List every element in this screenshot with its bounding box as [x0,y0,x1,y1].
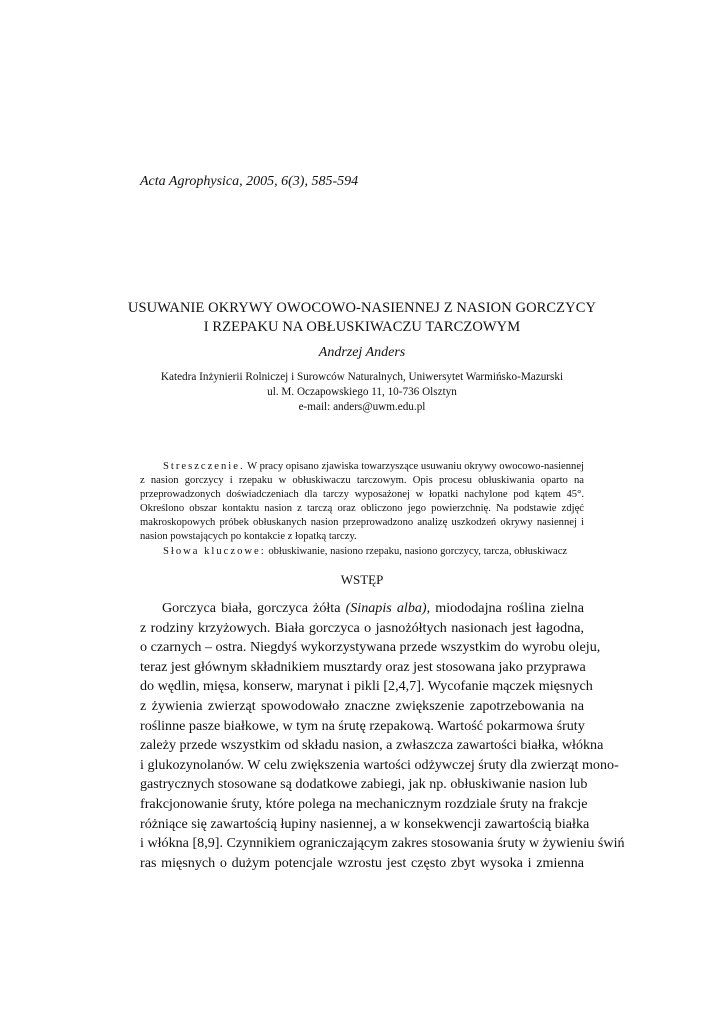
body-line-text: ras mięsnych o dużym potencjale wzrostu jest często zbyt wysoka i zmienna [140,854,584,871]
keywords-paragraph [140,545,584,559]
body-line-text: zależy przede wszystkim od składu nasion, a zwłaszcza zawartości białka, włókna [140,737,604,754]
body-line [140,834,625,854]
body-line [140,658,584,678]
body-line [140,677,593,697]
body-line-text: frakcjonowanie śruty, które polega na mechanicznym rozdziale śruty na frakcje [140,795,588,812]
body-line-text: o czarnych – ostra. Niegdyś wykorzystywana przede wszystkim do wyrobu oleju, [140,639,601,656]
body-line-text: i glukozynolanów. W celu zwiększenia wartości odżywczej śruty dla zwierząt mono- [140,756,619,773]
abstract-paragraph [140,460,584,545]
body-line-text: teraz jest głównym składnikiem musztardy oraz jest stosowana jako przyprawa [140,658,586,675]
body-line-text: i włókna [8,9]. Czynnikiem ograniczającym zakres stosowania śruty w żywieniu świń [140,835,625,852]
affiliation [100,370,624,415]
abstract-text: W pracy opisano zjawiska towarzyszące usuwaniu okrywy owocowo-nasiennej z nasion gorczycy i rzepaku w obłuskiwaczu tarczowym. Opis procesu obłuskiwania oparto na przeprowadzonych doświadczeniach dla tarczy wyposażonej w łopatki nachylone pod kątem 45°. Określono obszar kontaktu nasion z tarczą oraz obliczono jego powierzchnię. Na podstawie zdjęć makroskopowych próbek obłuskanych nasion przeprowadzono analizę uszkodzeń okrywy nasiennej i nasion powstających po kontakcie z łopatką tarczy. [140,461,584,543]
species-name: (Sinapis alba), [345,600,431,616]
body-line [140,815,590,835]
title-line-2: I RZEPAKU NA OBŁUSKIWACZU TARCZOWYM [203,319,521,335]
body-line-text: roślinne pasze białkowe, w tym na śrutę rzepakową. Wartość pokarmowa śruty [140,717,585,734]
body-line-text: z żywienia zwierząt spowodowało znaczne zwiększenie zapotrzebowania na [140,697,584,714]
author-name: Andrzej Anders [318,345,406,360]
body-line-text: miododajna roślina zielna [430,600,584,616]
body-line [140,697,584,717]
body-line-text: różniące się zawartością łupiny nasiennej, a w konsekwencji zawartością białka [140,815,590,832]
body-line [140,736,604,756]
affiliation-address: ul. M. Oczapowskiego 11, 10-736 Olsztyn [267,386,457,398]
section-heading: WSTĘP [340,572,384,587]
keywords-text: obłuskiwanie, nasiono rzepaku, nasiono gorczycy, tarcza, obłuskiwacz [265,545,568,557]
body-line [140,795,588,815]
body-line [140,775,588,795]
affiliation-email: e-mail: anders@uwm.edu.pl [298,401,426,413]
abstract [140,460,584,559]
body-line [140,854,584,874]
body-line [140,756,619,776]
paper-title [100,299,624,337]
body-line [140,717,584,737]
body-line-text: Gorczyca biała, gorczyca żółta [162,600,346,616]
body-line [140,619,584,639]
abstract-label: Streszczenie. [163,461,245,472]
body-text [140,599,625,873]
body-line [140,599,584,619]
keywords-label: Słowa kluczowe: [163,545,266,557]
body-line-text: z rodziny krzyżowych. Biała gorczyca o jasnożółtych nasionach jest łagodna, [140,619,584,636]
body-line [140,638,601,658]
title-line-1: USUWANIE OKRYWY OWOCOWO-NASIENNEJ Z NASION GORCZYCY [127,300,597,316]
journal-citation: Acta Agrophysica, 2005, 6(3), 585-594 [140,174,359,189]
affiliation-institution: Katedra Inżynierii Rolniczej i Surowców Naturalnych, Uniwersytet Warmińsko-Mazurski [160,371,564,383]
body-line-text: gastrycznych stosowane są dodatkowe zabiegi, jak np. obłuskiwanie nasion lub [140,776,588,793]
body-line-text: do wędlin, mięsa, konserw, marynat i pikli [2,4,7]. Wycofanie mączek mięsnych [140,678,593,695]
